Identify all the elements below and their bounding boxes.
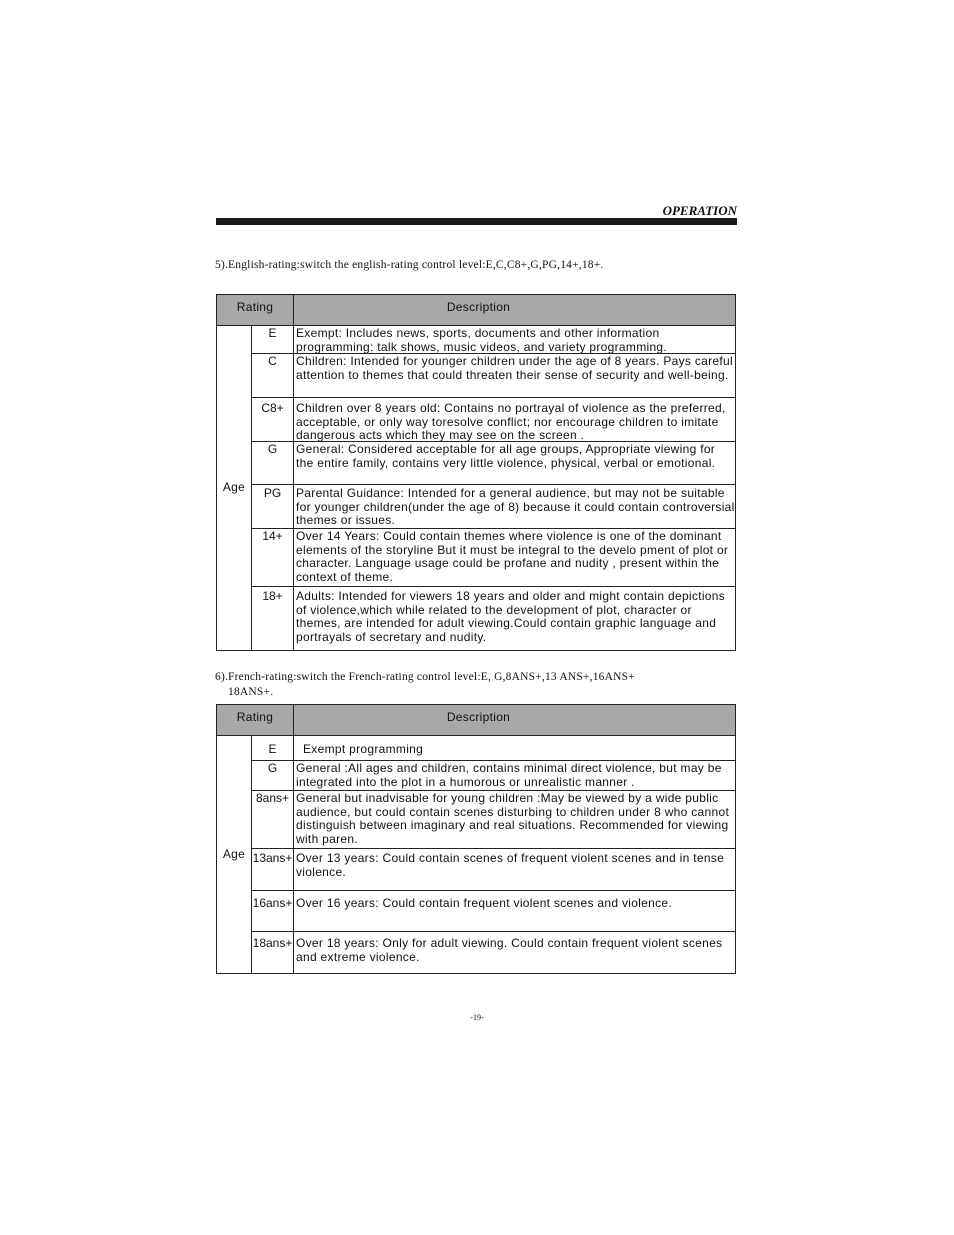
description-column-header: Description <box>446 300 511 314</box>
rating-code: 16ans+ <box>252 891 294 931</box>
table-row <box>252 932 735 973</box>
rating-code: 13ans+ <box>252 849 294 890</box>
rating-description: Over 13 years: Could contain scenes of frequent violent scenes and in tense violence. <box>296 851 725 879</box>
english-rating-table <box>216 294 736 651</box>
table-row <box>252 587 735 650</box>
rating-code: C <box>252 354 294 397</box>
rating-description: General :All ages and children, contains minimal direct violence, but may be integrated into the plot in a humorous or unrealistic manner . <box>296 761 722 789</box>
rating-description: Over 14 Years: Could contain themes where violence is one of the dominant elements of the storyline But it must be integral to the develo pment of plot or character. Language usage could be profane and nudity , present within the context of theme. <box>296 529 729 584</box>
rating-code: G <box>252 442 294 484</box>
french-rating-heading <box>215 670 735 700</box>
rating-description: General: Considered acceptable for all age groups, Appropriate viewing for the entire family, contains very little violence, physical, verbal or emotional. <box>296 442 716 470</box>
rating-code: E <box>252 736 294 760</box>
french-rating-table <box>216 704 736 974</box>
page-number: -19- <box>470 1013 484 1022</box>
rating-code: E <box>252 326 294 353</box>
table-header-row <box>217 705 735 736</box>
table-row <box>252 485 735 529</box>
french-rating-heading-line1: 6).French-rating:switch the French-rating control level:E, G,8ANS+,13 ANS+,16ANS+ <box>215 671 635 683</box>
table-row <box>252 761 735 791</box>
table-row <box>252 736 735 761</box>
table-header-row <box>217 295 735 326</box>
table-body <box>217 736 735 973</box>
rating-code: 14+ <box>252 529 294 586</box>
header-rule <box>216 218 737 225</box>
rating-rows <box>252 736 735 973</box>
table-row <box>252 326 735 354</box>
rating-column-header: Rating <box>217 705 294 735</box>
french-rating-heading-line2: 18ANS+. <box>228 686 274 698</box>
rating-code: G <box>252 761 294 790</box>
rating-column-header: Rating <box>217 295 294 325</box>
table-row <box>252 891 735 932</box>
age-label: Age <box>217 326 252 650</box>
table-row <box>252 398 735 442</box>
rating-code: 8ans+ <box>252 791 294 848</box>
table-row <box>252 354 735 398</box>
age-label: Age <box>217 736 252 973</box>
description-column-header: Description <box>446 710 511 724</box>
rating-code: PG <box>252 485 294 528</box>
rating-description: Over 16 years: Could contain frequent violent scenes and violence. <box>296 896 673 910</box>
section-header-title: OPERATION <box>662 203 737 218</box>
rating-description: Children over 8 years old: Contains no portrayal of violence as the preferred, acceptable, or only way toresolve conflict; nor encourage children to imitate dangerous acts which they may see on the screen . <box>296 401 726 441</box>
rating-description: Exempt: Includes news, sports, documents and other information programming: talk shows, music videos, and variety programming. <box>296 326 668 353</box>
rating-description: Children: Intended for younger children under the age of 8 years. Pays careful attention to themes that could threaten their sense of security and well-being. <box>296 354 733 382</box>
rating-code: 18ans+ <box>252 932 294 973</box>
rating-description: Adults: Intended for viewers 18 years and older and might contain depictions of violence,which while related to the development of plot, character or themes, are intended for adult viewing.Could contain graphic language and portrayals of secretary and nudity. <box>296 589 726 644</box>
table-row <box>252 529 735 587</box>
table-body <box>217 326 735 650</box>
table-row <box>252 791 735 849</box>
rating-rows <box>252 326 735 650</box>
rating-code: 18+ <box>252 587 294 650</box>
rating-description: Parental Guidance: Intended for a general audience, but may not be suitable for younger children(under the age of 8) because it could contain controversial themes or issues. <box>296 486 735 527</box>
english-rating-heading: 5).English-rating:switch the english-rating control level:E,C,C8+,G,PG,14+,18+. <box>215 259 604 271</box>
table-row <box>252 849 735 891</box>
rating-description: General but inadvisable for young children :May be viewed by a wide public audience, but could contain scenes disturbing to children under 8 who cannot distinguish between imaginary and real situations. Recommended for viewing with paren. <box>296 791 730 846</box>
rating-code: C8+ <box>252 398 294 441</box>
rating-description: Over 18 years: Only for adult viewing. Could contain frequent violent scenes and extreme violence. <box>296 936 723 964</box>
rating-description: Exempt programming <box>303 742 424 756</box>
table-row <box>252 442 735 485</box>
